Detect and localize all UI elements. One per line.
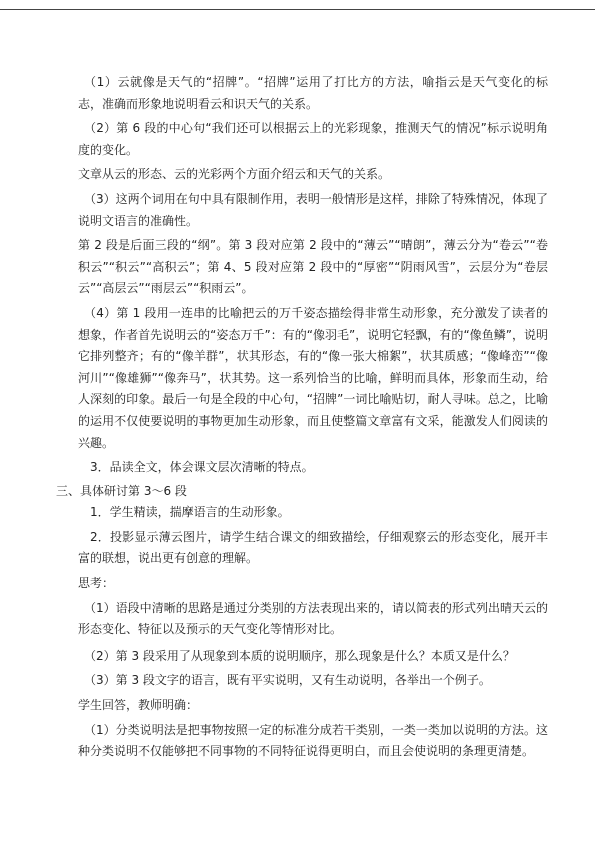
paragraph-15: （1）分类说明法是把事物按照一定的标准分成若干类别，一类一类加以说明的方法。这种分类说明不仅能够把不同事物的不同特征说得更明白，而且会使说明的条理更清楚。	[78, 722, 548, 759]
paragraph-1: （1）云就像是天气的“招牌”。“招牌”运用了打比方的方法，喻指云是天气变化的标志，准确而形象地说明看云和识天气的关系。	[78, 75, 548, 111]
paragraph-4: （3）这两个词用在句中具有限制作用，表明一般情形是这样，排除了特殊情况，体现了说明文语言的准确性。	[78, 191, 548, 228]
paragraph-11: （1）语段中清晰的思路是通过分类别的方法表现出来的，请以简表的形式列出晴天云的形态变化、特征以及预示的天气变化等情形对比。	[78, 600, 548, 637]
paragraph-7: 3．品读全文，体会课文层次清晰的特点。	[90, 460, 314, 475]
document-body	[56, 72, 548, 763]
paragraph-14: 学生回答，教师明确：	[78, 698, 199, 713]
section-heading: 三、具体研讨第 3～6 段	[56, 483, 187, 498]
paragraph-3: 文章从云的形态、云的光彩两个方面介绍云和天气的关系。	[78, 167, 391, 182]
paragraph-10: 思考：	[78, 576, 115, 591]
paragraph-2: （2）第 6 段的中心句“我们还可以根据云上的光彩现象，推测天气的情况”标示说明角度的变化。	[78, 121, 548, 157]
paragraph-13: （3）第 3 段文字的语言，既有平实说明，又有生动说明，各举出一个例子。	[84, 673, 491, 688]
paragraph-12: （2）第 3 段采用了从现象到本质的说明顺序，那么现象是什么？本质又是什么？	[84, 648, 515, 663]
header-rule	[0, 9, 595, 10]
paragraph-9: 2．投影显示薄云图片，请学生结合课文的细致描绘，仔细观察云的形态变化，展开丰富的联想，说出更有创意的理解。	[78, 529, 548, 566]
paragraph-8: 1．学生精读，揣摩语言的生动形象。	[90, 505, 290, 520]
paragraph-6: （4）第 1 段用一连串的比喻把云的万千姿态描绘得非常生动形象，充分激发了读者的想象，作者首先说明云的“姿态万千”：有的“像羽毛”，说明它轻飘，有的“像鱼鳞”，说明它排列整齐；有的“像羊群”，状其形态，有的“像一张大棉絮”，状其质感；“像峰峦”“像河川”“像雄狮”“像奔马”，状其势。这一系列恰当的比喻，鲜明而具体，形象而生动，给人深刻的印象。最后一句是全段的中心句，“招牌”一词比喻贴切，耐人寻味。总之，比喻的运用不仅使要说明的事物更加生动形象，而且使整篇文章富有文采，能激发人们阅读的兴趣。	[78, 305, 548, 450]
paragraph-5: 第 2 段是后面三段的“纲”。第 3 段对应第 2 段中的“薄云”“晴朗”，薄云分为“卷云”“卷积云”“积云”“高积云”；第 4、5 段对应第 2 段中的“厚密”“阴雨风雪”，云层分为“卷层云”“高层云”“雨层云”“积雨云”。	[78, 238, 548, 296]
